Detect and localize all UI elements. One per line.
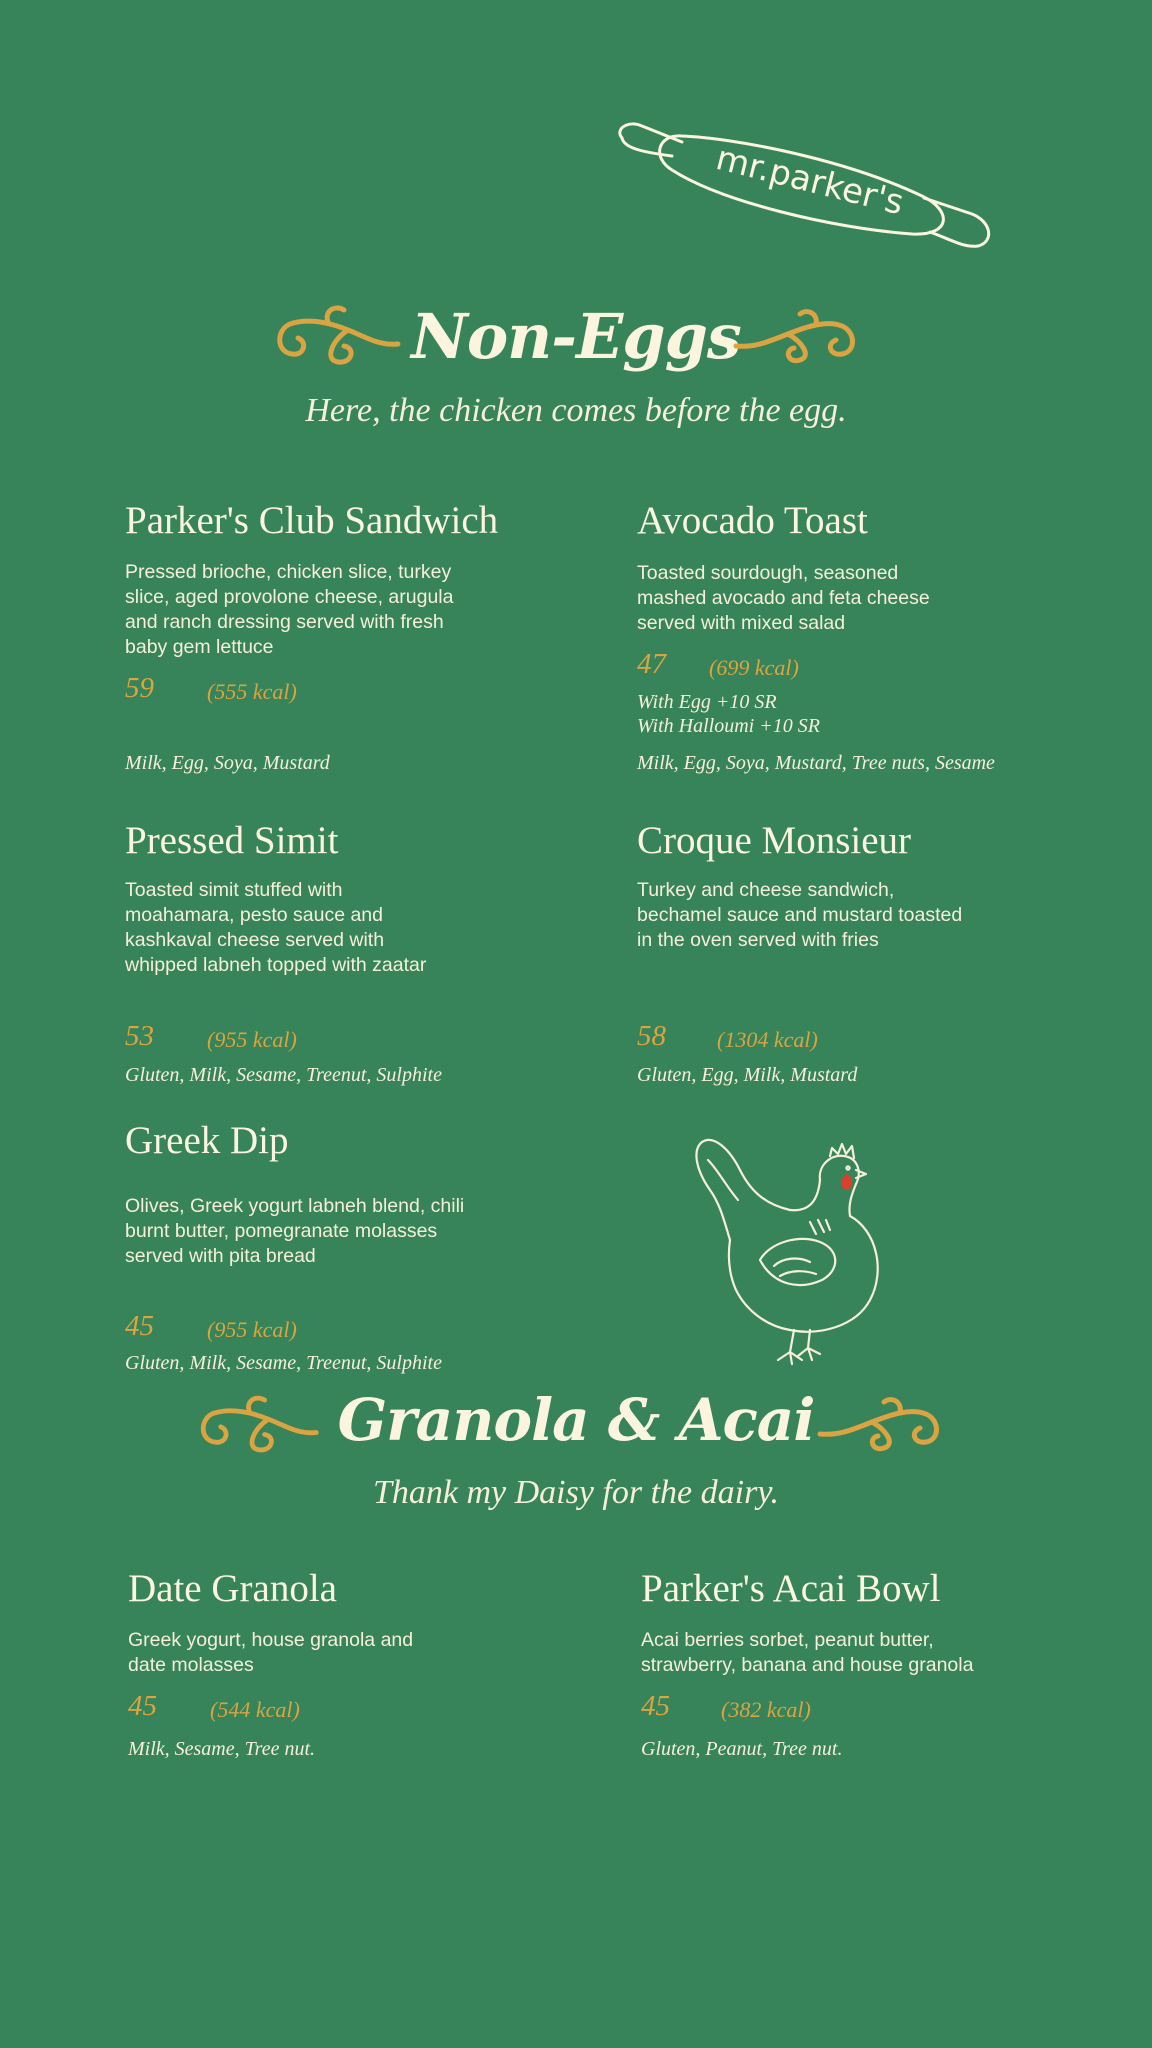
item-allergens: Gluten, Milk, Sesame, Treenut, Sulphite [125,1064,442,1086]
item-description: Olives, Greek yogurt labneh blend, chili burnt butter, pomegranate molasses served with pita bread [125,1195,465,1267]
section-subtitle-non-eggs: Here, the chicken comes before the egg. [305,392,847,429]
menu-item-avocado-toast [637,500,1097,780]
item-name: Parker's Acai Bowl [641,1567,941,1610]
item-description: Toasted sourdough, seasoned mashed avocado and feta cheese served with mixed salad [637,562,930,634]
item-allergens: Milk, Egg, Soya, Mustard, Tree nuts, Sesame [637,752,995,774]
flourish-right-icon [732,306,862,366]
item-price: 47 [637,648,666,680]
menu-item-greek-dip [125,1120,585,1380]
item-kcal: (555 kcal) [207,679,297,704]
item-name: Date Granola [128,1567,337,1610]
item-allergens: Milk, Sesame, Tree nut. [128,1738,316,1760]
section-title-non-eggs: Non-Eggs [411,300,741,373]
item-description: Toasted simit stuffed with moahamara, pesto sauce and kashkaval cheese served with whipped labneh topped with zaatar [125,879,427,976]
item-allergens: Gluten, Peanut, Tree nut. [641,1738,843,1760]
item-kcal: (382 kcal) [721,1697,811,1722]
menu-item-date-granola [128,1568,548,1768]
item-kcal: (955 kcal) [207,1317,297,1342]
logo-text: mr.parker's [712,138,908,224]
item-name: Parker's Club Sandwich [125,499,499,542]
item-price: 58 [637,1020,666,1052]
item-price: 45 [128,1690,157,1722]
item-name: Greek Dip [125,1119,289,1162]
item-price: 45 [641,1690,670,1722]
item-kcal: (955 kcal) [207,1027,297,1052]
item-description: Acai berries sorbet, peanut butter, strawberry, banana and house granola [641,1629,974,1676]
item-kcal: (1304 kcal) [717,1027,818,1052]
item-kcal: (699 kcal) [709,655,799,680]
section-subtitle-granola-acai: Thank my Daisy for the dairy. [372,1474,780,1511]
item-description: Greek yogurt, house granola and date molasses [128,1629,414,1676]
menu-item-pressed-simit [125,820,545,1090]
item-description: Pressed brioche, chicken slice, turkey slice, aged provolone cheese, arugula and ranch dressing served with fresh baby gem lettuce [125,561,454,658]
item-allergens: Gluten, Milk, Sesame, Treenut, Sulphite [125,1352,442,1374]
menu-item-parkers-club-sandwich [125,500,545,780]
item-allergens: Milk, Egg, Soya, Mustard [125,752,330,774]
item-name: Avocado Toast [637,499,868,542]
chicken-illustration-icon [690,1130,910,1370]
menu-item-parkers-acai-bowl [641,1568,1101,1768]
item-price: 59 [125,672,154,704]
rolling-pin-logo [612,118,1002,258]
chicken-wattle [842,1174,853,1190]
item-name: Pressed Simit [125,819,339,862]
item-description: Turkey and cheese sandwich, bechamel sauce and mustard toasted in the oven served with fries [637,879,963,951]
flourish-right-icon [816,1394,946,1454]
item-extras: With Egg +10 SR With Halloumi +10 SR [637,691,820,737]
item-price: 53 [125,1020,154,1052]
item-price: 45 [125,1310,154,1342]
menu-item-croque-monsieur [637,820,1097,1090]
item-allergens: Gluten, Egg, Milk, Mustard [637,1064,858,1086]
item-kcal: (544 kcal) [210,1697,300,1722]
section-title-granola-acai: Granola & Acai [337,1386,815,1454]
item-name: Croque Monsieur [637,819,912,862]
